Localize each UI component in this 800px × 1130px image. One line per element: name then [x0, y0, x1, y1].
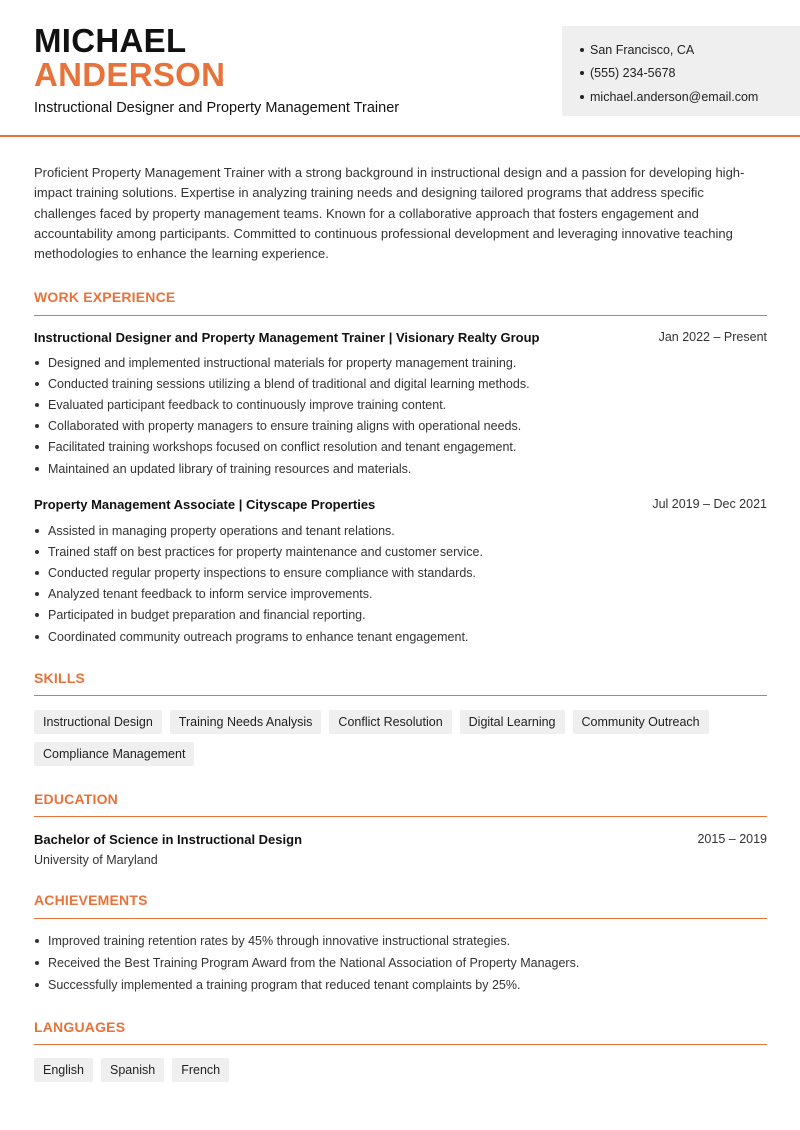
list-item [34, 584, 764, 605]
bullet-text: Received the Best Training Program Award from the National Association of Property Managers. [48, 956, 580, 970]
bullet-text: Successfully implemented a training program that reduced tenant complaints by 25%. [48, 978, 521, 992]
languages-list [34, 1058, 774, 1082]
section-divider [34, 918, 767, 919]
skill-chip: Community Outreach [573, 710, 709, 734]
job-title: Instructional Designer and Property Management Trainer | Visionary Realty Group [34, 330, 540, 345]
section-divider [34, 315, 767, 316]
bullet-text: Facilitated training workshops focused on conflict resolution and tenant engagement. [48, 440, 517, 455]
skills-heading: SKILLS [34, 670, 85, 686]
bullet-icon [580, 48, 584, 52]
bullet-icon [35, 983, 39, 987]
bullet-icon [35, 361, 39, 365]
bullet-icon [35, 635, 39, 639]
languages-heading: LANGUAGES [34, 1019, 126, 1035]
list-item [34, 437, 764, 458]
skills-list [34, 710, 774, 766]
contact-email [580, 85, 800, 109]
bullet-icon [35, 571, 39, 575]
list-item [34, 373, 764, 394]
bullet-icon [35, 961, 39, 965]
contact-phone [580, 62, 800, 86]
summary-paragraph: Proficient Property Management Trainer with a strong background in instructional design and a passion for developing high-impact training solutions. Expertise in analyzing training needs and designing tailored programs that address specific challenges faced by property management teams. Known for a collaborative approach that fosters engagement and accountability among participants. Committed to continuous professional development and leveraging innovative teaching methodologies to enhance the learning experience. [34, 165, 745, 262]
section-divider [34, 695, 767, 696]
list-item [34, 974, 764, 996]
skill-chip: Instructional Design [34, 710, 162, 734]
list-item [34, 352, 764, 373]
bullet-text: Collaborated with property managers to ensure training aligns with operational needs. [48, 419, 522, 434]
list-item [34, 520, 764, 541]
list-item [34, 458, 764, 479]
school: University of Maryland [34, 853, 158, 867]
bullet-icon [35, 939, 39, 943]
list-item [34, 416, 764, 437]
job-title: Property Management Associate | Cityscape Properties [34, 497, 376, 512]
section-divider [34, 816, 767, 817]
achievements-list [34, 930, 764, 996]
bullet-text: Assisted in managing property operations and tenant relations. [48, 523, 395, 538]
language-chip: English [34, 1058, 93, 1082]
bullet-text: Coordinated community outreach programs to enhance tenant engagement. [48, 629, 469, 644]
skill-chip: Digital Learning [460, 710, 565, 734]
phone-text: (555) 234-5678 [590, 66, 676, 81]
bullet-icon [35, 550, 39, 554]
education-date: 2015 – 2019 [697, 832, 767, 846]
skill-chip: Training Needs Analysis [170, 710, 322, 734]
list-item [34, 952, 764, 974]
language-chip: Spanish [101, 1058, 164, 1082]
bullet-text: Evaluated participant feedback to continuously improve training content. [48, 397, 447, 412]
last-name: ANDERSON [34, 56, 226, 93]
education-heading: EDUCATION [34, 791, 118, 807]
bullet-icon [35, 529, 39, 533]
bullet-icon [35, 592, 39, 596]
location-text: San Francisco, CA [590, 42, 695, 57]
bullet-icon [35, 613, 39, 617]
bullet-icon [35, 445, 39, 449]
job-date: Jan 2022 – Present [658, 330, 767, 344]
language-chip: French [172, 1058, 229, 1082]
bullet-icon [35, 467, 39, 471]
contact-location [580, 38, 800, 62]
bullet-text: Designed and implemented instructional materials for property management training. [48, 355, 517, 370]
bullet-text: Trained staff on best practices for property maintenance and customer service. [48, 544, 483, 559]
list-item [34, 605, 764, 626]
list-item [34, 562, 764, 583]
section-divider [34, 1044, 767, 1045]
first-name: MICHAEL [34, 22, 187, 59]
bullet-text: Improved training retention rates by 45% through innovative instructional strategies. [48, 934, 511, 948]
bullet-text: Conducted regular property inspections to ensure compliance with standards. [48, 565, 477, 580]
bullet-icon [580, 71, 584, 75]
job-bullets [34, 352, 764, 479]
bullet-icon [35, 424, 39, 428]
achievements-heading: ACHIEVEMENTS [34, 892, 148, 908]
headline: Instructional Designer and Property Management Trainer [34, 100, 400, 116]
list-item [34, 541, 764, 562]
contact-box [562, 26, 800, 116]
bullet-text: Analyzed tenant feedback to inform service improvements. [48, 587, 373, 602]
bullet-icon [35, 382, 39, 386]
bullet-text: Participated in budget preparation and financial reporting. [48, 608, 366, 623]
list-item [34, 394, 764, 415]
job-bullets [34, 520, 764, 647]
job-date: Jul 2019 – Dec 2021 [652, 497, 767, 511]
bullet-text: Maintained an updated library of training resources and materials. [48, 461, 412, 476]
list-item [34, 930, 764, 952]
skill-chip: Conflict Resolution [329, 710, 451, 734]
skill-chip: Compliance Management [34, 742, 194, 766]
resume-header [0, 0, 800, 137]
list-item [34, 626, 764, 647]
bullet-icon [580, 95, 584, 99]
work-experience-heading: WORK EXPERIENCE [34, 289, 176, 305]
email-text: michael.anderson@email.com [590, 89, 759, 104]
bullet-text: Conducted training sessions utilizing a blend of traditional and digital learning methods. [48, 376, 530, 391]
degree: Bachelor of Science in Instructional Design [34, 832, 303, 847]
bullet-icon [35, 403, 39, 407]
